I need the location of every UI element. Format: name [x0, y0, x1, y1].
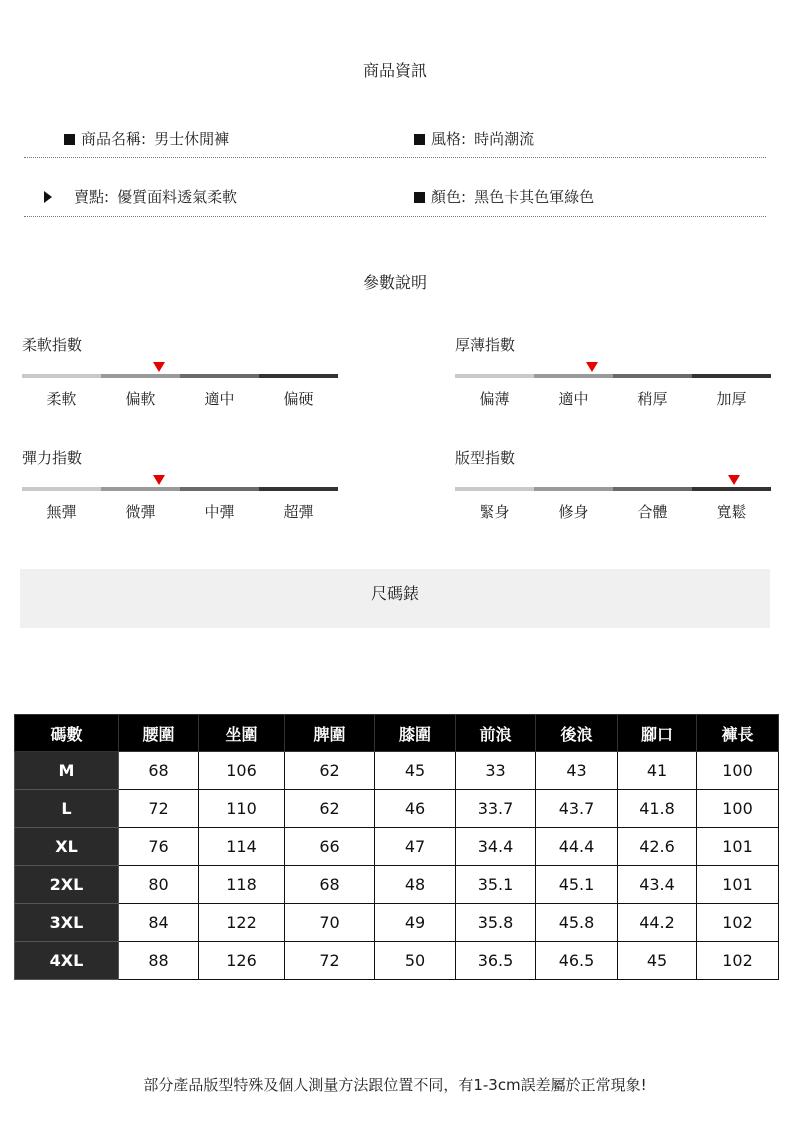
square-bullet-icon — [414, 192, 425, 203]
column-header: 腳口 — [618, 715, 697, 752]
size-label-cell: L — [15, 790, 119, 828]
table-cell: 45 — [375, 752, 456, 790]
table-cell: 106 — [199, 752, 285, 790]
column-header: 坐圍 — [199, 715, 285, 752]
table-row — [15, 866, 779, 904]
table-row — [15, 904, 779, 942]
table-cell: 34.4 — [456, 828, 536, 866]
table-cell: 33 — [456, 752, 536, 790]
style-value: 時尚潮流 — [474, 130, 535, 148]
selected-marker-icon — [153, 362, 165, 372]
column-header: 腰圍 — [119, 715, 199, 752]
size-chart-title: 尺碼錶 — [370, 584, 419, 603]
scale-option: 適中 — [204, 390, 235, 408]
table-cell: 35.8 — [456, 904, 536, 942]
product-style — [414, 128, 534, 149]
table-cell: 88 — [119, 942, 199, 980]
size-table — [14, 714, 779, 980]
table-cell: 62 — [285, 752, 375, 790]
column-header: 後浪 — [536, 715, 618, 752]
scale-option: 合體 — [637, 503, 668, 521]
table-row — [15, 942, 779, 980]
column-header: 褲長 — [697, 715, 779, 752]
style-label: 風格: — [431, 130, 467, 148]
table-cell: 72 — [119, 790, 199, 828]
fit-title: 版型指數 — [455, 449, 516, 467]
table-cell: 35.1 — [456, 866, 536, 904]
column-header: 脾圍 — [285, 715, 375, 752]
scale-bar — [455, 487, 771, 491]
color-label: 顏色: — [431, 188, 467, 206]
scale-option: 中彈 — [204, 503, 235, 521]
product-name — [64, 128, 229, 149]
elasticity-title: 彈力指數 — [22, 449, 83, 467]
size-label-cell: 3XL — [15, 904, 119, 942]
table-cell: 49 — [375, 904, 456, 942]
scale-option: 稍厚 — [637, 390, 668, 408]
table-row — [15, 790, 779, 828]
product-name-value: 男士休閒褲 — [154, 130, 230, 148]
table-row — [15, 828, 779, 866]
scale-bar — [22, 374, 338, 378]
table-cell: 110 — [199, 790, 285, 828]
scale-option: 微彈 — [125, 503, 156, 521]
table-cell: 46.5 — [536, 942, 618, 980]
table-cell: 76 — [119, 828, 199, 866]
scale-option: 柔軟 — [46, 390, 77, 408]
size-label-cell: 2XL — [15, 866, 119, 904]
selected-marker-icon — [153, 475, 165, 485]
footnote: 部分產品版型特殊及個人測量方法跟位置不同，有1-3cm誤差屬於正常現象! — [143, 1076, 647, 1094]
table-cell: 118 — [199, 866, 285, 904]
table-cell: 80 — [119, 866, 199, 904]
table-cell: 126 — [199, 942, 285, 980]
table-cell: 114 — [199, 828, 285, 866]
square-bullet-icon — [64, 134, 75, 145]
table-cell: 102 — [697, 904, 779, 942]
scale-option: 適中 — [558, 390, 589, 408]
size-label-cell: M — [15, 752, 119, 790]
selected-marker-icon — [728, 475, 740, 485]
scale-option: 偏軟 — [125, 390, 156, 408]
selected-marker-icon — [586, 362, 598, 372]
scale-option: 偏硬 — [283, 390, 314, 408]
selling-label: 賣點: — [74, 188, 110, 206]
product-name-label: 商品名稱: — [81, 130, 147, 148]
product-color — [414, 186, 594, 207]
size-label-cell: XL — [15, 828, 119, 866]
square-bullet-icon — [414, 134, 425, 145]
table-cell: 45.1 — [536, 866, 618, 904]
scale-option: 無彈 — [46, 503, 77, 521]
column-header: 前浪 — [456, 715, 536, 752]
table-cell: 36.5 — [456, 942, 536, 980]
thickness-scale — [455, 334, 771, 408]
selling-point — [44, 186, 237, 207]
selling-value: 優質面料透氣柔軟 — [117, 188, 238, 206]
table-cell: 100 — [697, 790, 779, 828]
table-cell: 101 — [697, 866, 779, 904]
scale-option: 加厚 — [716, 390, 747, 408]
table-cell: 70 — [285, 904, 375, 942]
divider — [24, 157, 766, 158]
table-cell: 45 — [618, 942, 697, 980]
color-value: 黑色卡其色軍綠色 — [474, 188, 595, 206]
column-header: 碼數 — [15, 715, 119, 752]
table-cell: 45.8 — [536, 904, 618, 942]
fit-scale — [455, 447, 771, 521]
softness-title: 柔軟指數 — [22, 336, 83, 354]
divider — [24, 216, 766, 217]
table-cell: 47 — [375, 828, 456, 866]
table-cell: 46 — [375, 790, 456, 828]
table-cell: 50 — [375, 942, 456, 980]
table-cell: 43 — [536, 752, 618, 790]
table-cell: 68 — [285, 866, 375, 904]
elasticity-scale — [22, 447, 338, 521]
table-cell: 102 — [697, 942, 779, 980]
table-cell: 66 — [285, 828, 375, 866]
table-cell: 72 — [285, 942, 375, 980]
page-title: 商品資訊 — [362, 61, 427, 80]
scale-bar — [455, 374, 771, 378]
table-cell: 41 — [618, 752, 697, 790]
thickness-title: 厚薄指數 — [455, 336, 516, 354]
table-cell: 43.7 — [536, 790, 618, 828]
table-cell: 101 — [697, 828, 779, 866]
scale-option: 修身 — [558, 503, 589, 521]
scale-option: 超彈 — [283, 503, 314, 521]
table-row — [15, 752, 779, 790]
table-cell: 122 — [199, 904, 285, 942]
scale-bar — [22, 487, 338, 491]
scale-option: 偏薄 — [479, 390, 510, 408]
table-cell: 42.6 — [618, 828, 697, 866]
scale-option: 寬鬆 — [716, 503, 747, 521]
size-label-cell: 4XL — [15, 942, 119, 980]
table-cell: 62 — [285, 790, 375, 828]
table-cell: 100 — [697, 752, 779, 790]
softness-scale — [22, 334, 338, 408]
table-cell: 43.4 — [618, 866, 697, 904]
table-cell: 41.8 — [618, 790, 697, 828]
play-bullet-icon — [44, 191, 52, 203]
params-title: 參數說明 — [362, 273, 427, 292]
table-header-row — [15, 715, 779, 752]
table-cell: 44.2 — [618, 904, 697, 942]
table-cell: 84 — [119, 904, 199, 942]
scale-option: 緊身 — [479, 503, 510, 521]
table-cell: 48 — [375, 866, 456, 904]
table-cell: 44.4 — [536, 828, 618, 866]
column-header: 膝圍 — [375, 715, 456, 752]
table-cell: 33.7 — [456, 790, 536, 828]
table-cell: 68 — [119, 752, 199, 790]
